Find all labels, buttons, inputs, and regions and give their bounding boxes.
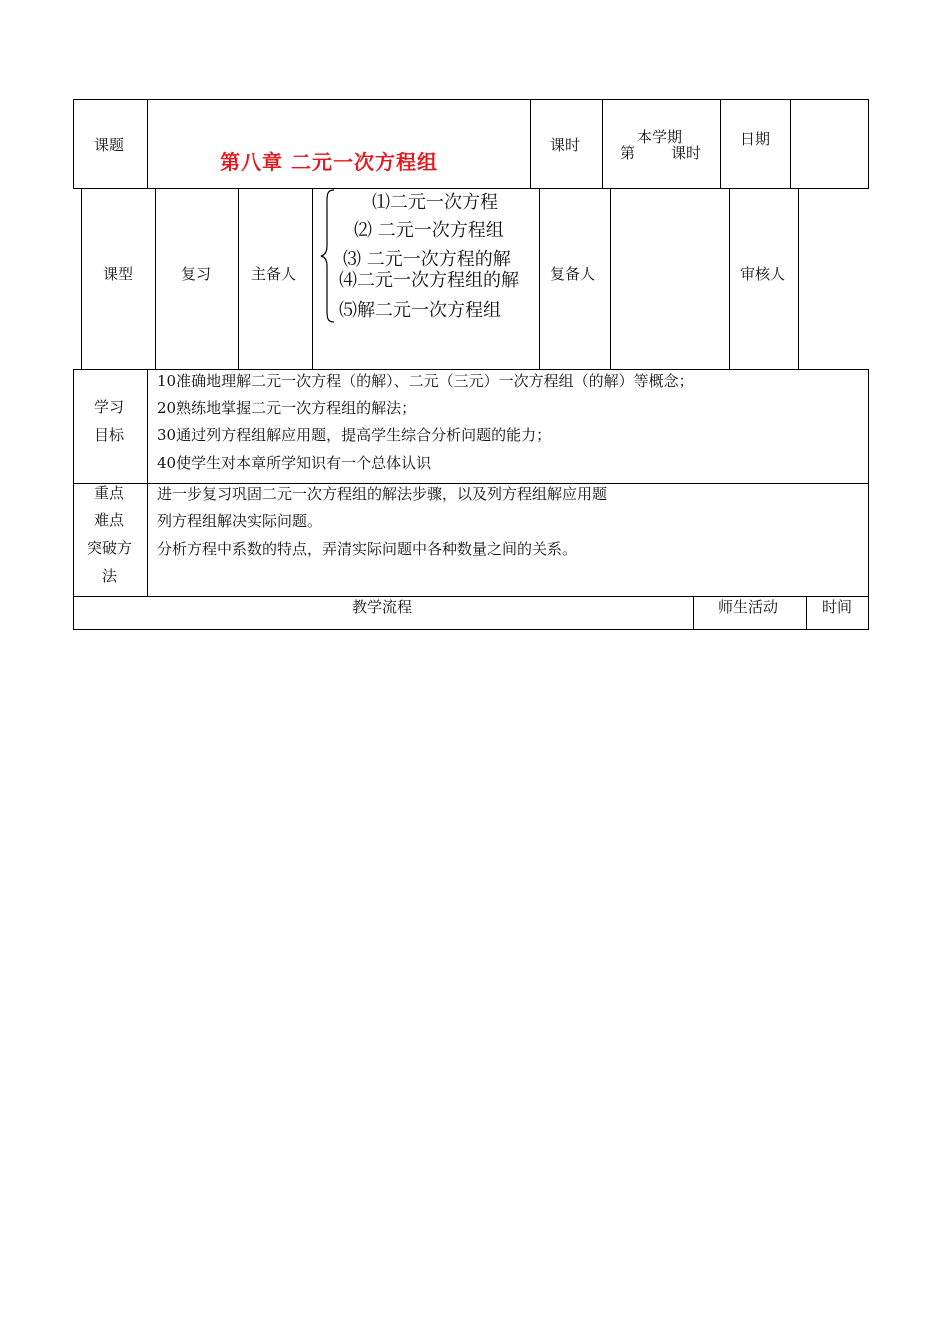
- table-border: [73, 596, 869, 597]
- focus-label-line: 突破方: [87, 539, 133, 557]
- table-border: [539, 188, 540, 370]
- goal-item: 20熟练地掌握二元一次方程组的解法；: [157, 399, 417, 417]
- table-border: [147, 99, 148, 189]
- table-border: [798, 188, 799, 370]
- focus-label-line: 重点: [94, 484, 125, 502]
- activity-label: 师生活动: [718, 598, 779, 616]
- focus-item: 列方程组解决实际问题。: [157, 512, 323, 530]
- topic-item: ⑷二元一次方程组的解: [339, 270, 519, 291]
- focus-label-line: 法: [102, 567, 118, 585]
- table-border: [147, 369, 148, 597]
- table-border: [73, 629, 869, 630]
- table-border: [73, 483, 869, 484]
- table-border: [530, 99, 531, 189]
- semester-line1: 本学期: [637, 128, 683, 146]
- table-border: [806, 596, 807, 630]
- focus-label-line: 难点: [94, 511, 125, 529]
- lead-preparer-label: 主备人: [251, 265, 297, 283]
- table-border: [868, 99, 869, 189]
- topic-item: ⑶ 二元一次方程的解: [343, 249, 511, 270]
- topic-item: ⑸解二元一次方程组: [339, 300, 501, 321]
- subject-label: 课题: [94, 136, 125, 154]
- goals-label-line1: 学习: [94, 398, 125, 416]
- table-border: [73, 99, 869, 100]
- topic-item: ⑴二元一次方程: [372, 192, 498, 213]
- goal-item: 30通过列方程组解应用题，提高学生综合分析问题的能力；: [157, 426, 552, 444]
- table-border: [155, 188, 156, 370]
- table-border: [73, 369, 869, 370]
- focus-item: 分析方程中系数的特点，弄清实际问题中各种数量之间的关系。: [157, 540, 578, 558]
- lesson-title: 第八章 二元一次方程组: [220, 150, 438, 174]
- table-border: [238, 188, 239, 370]
- table-border: [73, 369, 74, 630]
- table-border: [312, 188, 313, 370]
- reviewer-label: 审核人: [740, 265, 786, 283]
- table-border: [693, 596, 694, 630]
- date-label: 日期: [740, 130, 771, 148]
- table-border: [81, 188, 82, 370]
- type-label: 课型: [103, 265, 134, 283]
- co-preparer-label: 复备人: [550, 265, 596, 283]
- type-value: 复习: [181, 265, 212, 283]
- goals-label-line2: 目标: [94, 426, 125, 444]
- table-border: [720, 99, 721, 189]
- process-label: 教学流程: [352, 598, 413, 616]
- table-border: [790, 99, 791, 189]
- table-border: [73, 188, 869, 189]
- table-border: [602, 99, 603, 189]
- goal-item: 10准确地理解二元一次方程（的解）、二元（三元）一次方程组（的解）等概念；: [157, 372, 694, 390]
- table-border: [610, 188, 611, 370]
- period-label: 课时: [550, 136, 581, 154]
- curly-brace-icon: [318, 188, 338, 324]
- table-border: [73, 99, 74, 189]
- semester-line2a: 第: [620, 144, 636, 162]
- time-label: 时间: [822, 598, 853, 616]
- focus-item: 进一步复习巩固二元一次方程组的解法步骤，以及列方程组解应用题: [157, 485, 608, 503]
- table-border: [729, 188, 730, 370]
- semester-line2b: 课时: [671, 144, 702, 162]
- topic-item: ⑵ 二元一次方程组: [354, 220, 504, 241]
- table-border: [868, 369, 869, 630]
- goal-item: 40使学生对本章所学知识有一个总体认识: [157, 454, 432, 472]
